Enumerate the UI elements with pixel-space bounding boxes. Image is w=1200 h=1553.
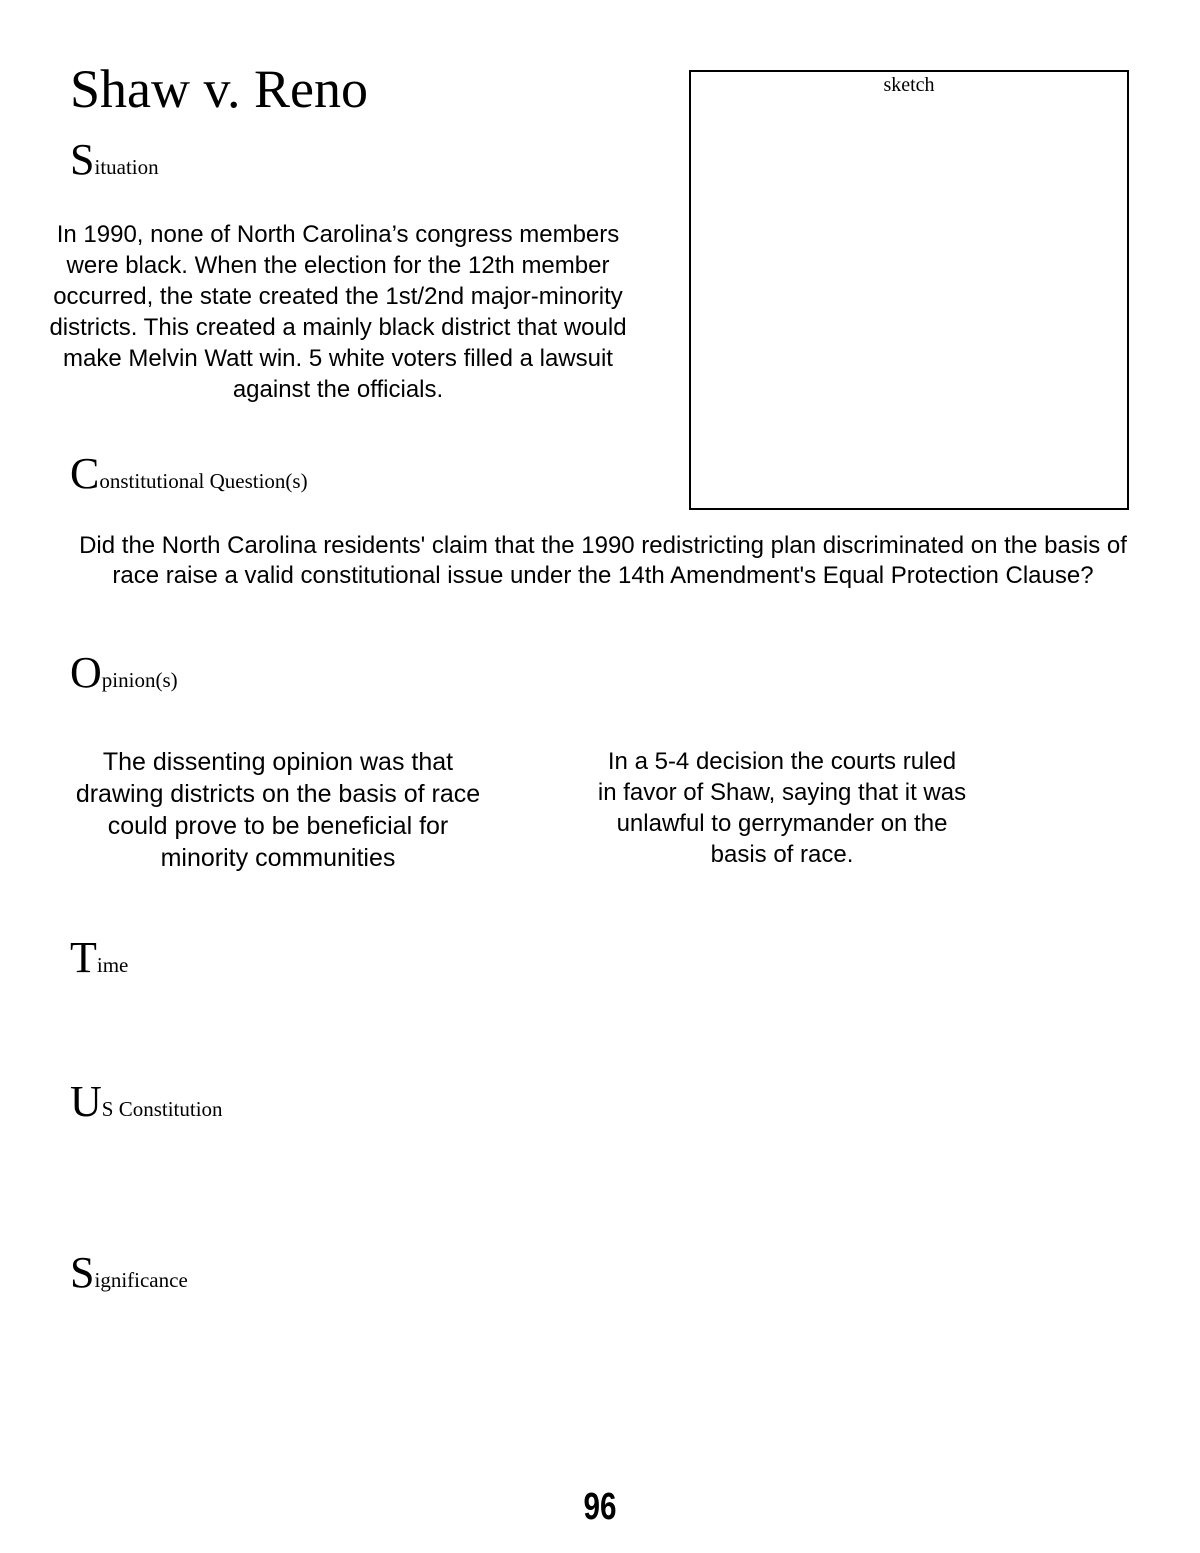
constitutional-question-heading-label: onstitutional Question(s)	[99, 469, 308, 493]
sketch-box	[689, 70, 1129, 510]
situation-text: In 1990, none of North Carolina’s congress members were black. When the election for the 12th member occurred, the state created the 1st/2nd major-minority districts. This created a mainly black district that would make Melvin Watt win. 5 white voters filled a lawsuit against the officials.	[49, 221, 627, 403]
page-number: 96	[583, 1486, 617, 1528]
opinion-heading-initial: O	[70, 648, 102, 697]
time-heading-label: ime	[96, 953, 129, 977]
significance-heading-label: ignificance	[94, 1268, 188, 1292]
constitutional-question-text: Did the North Carolina residents' claim that the 1990 redistricting plan discriminated on the basis of race raise a valid constitutional issue under the 14th Amendment's Equal Protection Clause?	[79, 532, 1127, 589]
time-heading	[70, 933, 129, 982]
time-heading-initial: T	[70, 933, 97, 982]
significance-heading	[70, 1248, 188, 1297]
sketch-label: sketch	[883, 74, 935, 96]
situation-heading-label: ituation	[94, 155, 159, 179]
significance-heading-initial: S	[70, 1248, 95, 1297]
constitutional-question-heading-initial: C	[70, 449, 100, 498]
opinion-heading-label: pinion(s)	[101, 668, 178, 692]
page-title: Shaw v. Reno	[70, 59, 368, 119]
situation-heading	[70, 135, 159, 184]
majority-opinion-text: In a 5-4 decision the courts ruled in favor of Shaw, saying that it was unlawful to gerrymander on the basis of race.	[597, 748, 967, 868]
us-constitution-heading-initial: U	[70, 1077, 102, 1126]
opinion-heading	[70, 648, 178, 697]
us-constitution-heading-label: S Constitution	[101, 1097, 223, 1121]
constitutional-question-heading	[70, 449, 308, 498]
dissenting-opinion-text: The dissenting opinion was that drawing districts on the basis of race could prove to be beneficial for minority communities	[75, 748, 481, 872]
us-constitution-heading	[70, 1077, 223, 1126]
situation-heading-initial: S	[70, 135, 95, 184]
